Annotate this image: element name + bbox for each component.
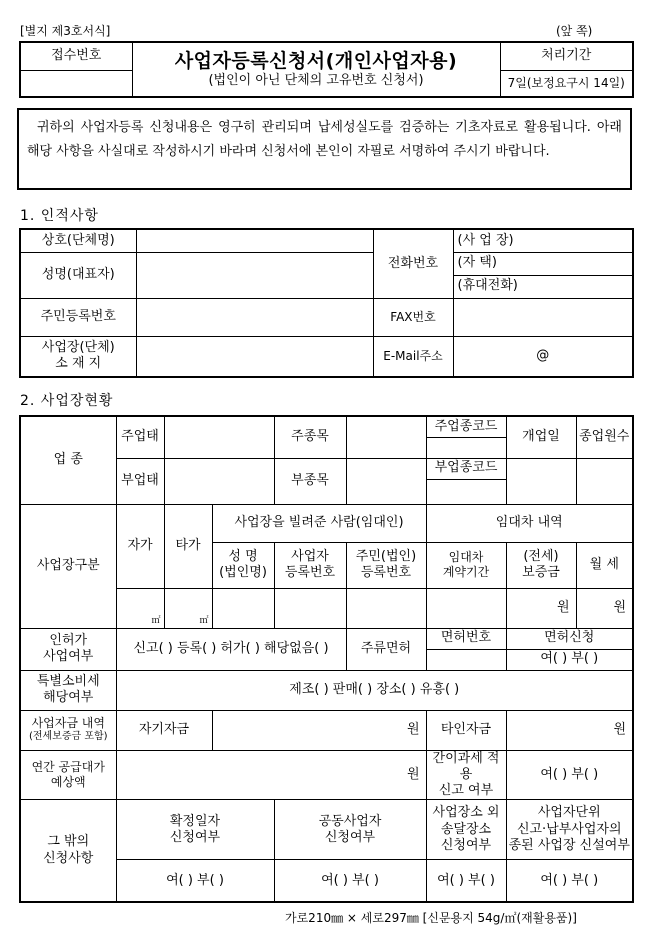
rented-area-field[interactable]: ㎡ — [164, 588, 212, 628]
other-funds-label: 타인자금 — [426, 710, 506, 750]
main-item-field[interactable] — [346, 416, 426, 458]
unit-business-line1: 사업자단위 — [537, 805, 601, 821]
excise-label — [20, 670, 116, 710]
lessor-resident-line2: 등록번호 — [360, 565, 412, 580]
excise-label-line2: 해당여부 — [43, 690, 94, 705]
deposit-field[interactable]: 원 — [506, 588, 576, 628]
processing-period-label: 처리기간 — [500, 42, 633, 70]
fixed-date-label — [116, 800, 274, 860]
mailing-place-label — [426, 800, 506, 860]
representative-label: 성명(대표자) — [20, 252, 136, 298]
lessor-name-line1: 성 명 — [228, 548, 258, 564]
lessor-resident-line1: 주민(법인) — [355, 548, 417, 564]
form-title: 사업자등록신청서(개인사업자용) — [174, 49, 458, 72]
unit-business-label — [506, 800, 633, 860]
personal-info-table — [19, 228, 634, 378]
license-apply-label: 면허신청 — [506, 628, 633, 649]
license-number-label: 면허번호 — [426, 628, 506, 649]
other-requests-line2: 신청사항 — [43, 850, 94, 866]
notice-box: 귀하의 사업자등록 신청내용은 영구히 관리되며 납세성실도를 검증하는 기초자료로 활용됩니다. 아래 해당 사항을 사실대로 작성하시기 바라며 신청서에 본인이 자필로 서명하여 주시기 바랍니다. — [17, 108, 632, 190]
processing-period-value: 7일(보정요구시 14일) — [500, 70, 633, 97]
owned-label: 자가 — [116, 504, 164, 588]
open-date-field[interactable] — [506, 458, 576, 504]
funds-label-line1: 사업자금 내역 — [31, 716, 105, 731]
license-options[interactable]: 신고( ) 등록( ) 허가( ) 해당없음( ) — [116, 628, 346, 670]
receipt-number-field[interactable] — [20, 70, 132, 97]
email-field[interactable]: @ — [453, 336, 633, 377]
license-label — [20, 628, 116, 670]
joint-business-line1: 공동사업자 — [318, 813, 382, 829]
other-requests-label — [20, 800, 116, 902]
lease-period-line1: 임대차 — [448, 550, 484, 564]
main-code-field[interactable] — [426, 437, 506, 458]
business-status-table — [19, 415, 634, 903]
excise-label-line1: 특별소비세 — [36, 673, 100, 689]
joint-business-line2: 신청여부 — [324, 829, 376, 845]
business-type-label: 업 종 — [20, 416, 116, 504]
form-number: [별지 제3호서식] — [20, 24, 111, 38]
business-location-label — [20, 336, 136, 377]
fixed-date-line1: 확정일자 — [169, 813, 221, 829]
funds-label-line2: (전세보증금 포함) — [28, 731, 108, 743]
employees-field[interactable] — [576, 458, 633, 504]
mailing-place-line2: 송달장소 — [440, 821, 492, 837]
funds-label — [20, 710, 116, 750]
lease-label: 임대차 내역 — [426, 504, 633, 542]
deposit-label — [506, 542, 576, 588]
deposit-line2: 보증금 — [522, 565, 560, 580]
excise-options[interactable]: 제조( ) 판매( ) 장소( ) 유흥( ) — [116, 670, 633, 710]
business-location-label-line1: 사업장(단체) — [41, 340, 115, 355]
joint-business-options[interactable]: 여( ) 부( ) — [274, 860, 426, 902]
phone-mobile-label[interactable]: (휴대전화) — [453, 275, 633, 298]
phone-business-label[interactable]: (사 업 장) — [453, 229, 633, 252]
phone-label: 전화번호 — [373, 229, 453, 298]
lessor-name-field[interactable] — [212, 588, 274, 628]
lessor-biz-no-line2: 등록번호 — [284, 565, 336, 580]
deposit-line1: (전세) — [523, 548, 559, 564]
lessor-resident-label — [346, 542, 426, 588]
sub-category-label: 부업태 — [116, 458, 164, 504]
section1-heading: 1. 인적사항 — [20, 208, 99, 224]
monthly-rent-field[interactable]: 원 — [576, 588, 633, 628]
fax-label: FAX번호 — [373, 298, 453, 336]
lessor-biz-no-field[interactable] — [274, 588, 346, 628]
employees-label: 종업원수 — [576, 416, 633, 458]
lessor-label: 사업장을 빌려준 사람(임대인) — [212, 504, 426, 542]
fixed-date-options[interactable]: 여( ) 부( ) — [116, 860, 274, 902]
form-title-cell — [132, 42, 500, 97]
owned-area-field[interactable]: ㎡ — [116, 588, 164, 628]
mailing-place-options[interactable]: 여( ) 부( ) — [426, 860, 506, 902]
sub-code-field[interactable] — [426, 479, 506, 504]
lease-period-label — [426, 542, 506, 588]
header-table — [19, 41, 634, 98]
unit-business-line3: 종된 사업장 신설여부 — [508, 837, 630, 853]
supply-label-line2: 예상액 — [50, 774, 86, 789]
main-code-label: 주업종코드 — [426, 416, 506, 437]
own-funds-label: 자기자금 — [116, 710, 212, 750]
main-item-label: 주종목 — [274, 416, 346, 458]
lessor-resident-field[interactable] — [346, 588, 426, 628]
other-requests-line1: 그 밖의 — [47, 834, 90, 850]
monthly-rent-label: 월 세 — [576, 542, 633, 588]
lease-period-field[interactable] — [426, 588, 506, 628]
lessor-name-label — [212, 542, 274, 588]
place-type-label: 사업장구분 — [20, 504, 116, 628]
form-subtitle: (법인이 아닌 단체의 고유번호 신청서) — [208, 73, 424, 89]
liquor-license-label: 주류면허 — [346, 628, 426, 670]
receipt-number-label: 접수번호 — [20, 42, 132, 70]
lessor-biz-no-line1: 사업자 — [291, 548, 329, 564]
other-funds-field[interactable]: 원 — [506, 710, 633, 750]
rented-label: 타가 — [164, 504, 212, 588]
license-label-line2: 사업여부 — [43, 649, 94, 664]
email-label: E-Mail주소 — [373, 336, 453, 377]
sub-item-label: 부종목 — [274, 458, 346, 504]
phone-home-label[interactable]: (자 택) — [453, 252, 633, 275]
supply-label-line1: 연간 공급대가 — [31, 759, 105, 774]
trade-name-label: 상호(단체명) — [20, 229, 136, 252]
lessor-biz-no-label — [274, 542, 346, 588]
representative-field[interactable] — [136, 252, 373, 298]
license-apply-options[interactable]: 여( ) 부( ) — [506, 649, 633, 670]
fax-field[interactable] — [453, 298, 633, 336]
lessor-name-line2: (법인명) — [219, 565, 267, 580]
sub-item-field[interactable] — [346, 458, 426, 504]
main-category-field[interactable] — [164, 416, 274, 458]
mailing-place-line3: 신청여부 — [440, 837, 492, 853]
trade-name-field[interactable] — [136, 229, 373, 252]
page-side-label: (앞 쪽) — [556, 24, 593, 38]
license-number-field[interactable] — [426, 649, 506, 670]
license-label-line1: 인허가 — [49, 632, 88, 648]
unit-business-options[interactable]: 여( ) 부( ) — [506, 860, 633, 902]
main-category-label: 주업태 — [116, 416, 164, 458]
joint-business-label — [274, 800, 426, 860]
supply-field[interactable]: 원 — [116, 750, 426, 800]
unit-business-line2: 신고·납부사업자의 — [516, 821, 622, 837]
mailing-place-line1: 사업장소 외 — [432, 805, 500, 821]
simplified-options[interactable]: 여( ) 부( ) — [506, 750, 633, 800]
paper-spec-footer: 가로210㎜ × 세로297㎜ [신문용지 54g/㎡(재활용품)] — [285, 911, 577, 925]
resident-number-label: 주민등록번호 — [20, 298, 136, 336]
section2-heading: 2. 사업장현황 — [20, 393, 114, 409]
simplified-label — [426, 750, 506, 800]
supply-label — [20, 750, 116, 800]
own-funds-field[interactable]: 원 — [212, 710, 426, 750]
sub-category-field[interactable] — [164, 458, 274, 504]
simplified-label-line2: 신고 여부 — [438, 783, 494, 798]
open-date-label: 개업일 — [506, 416, 576, 458]
simplified-label-line1: 간이과세 적용 — [432, 750, 500, 782]
fixed-date-line2: 신청여부 — [169, 829, 221, 845]
resident-number-field[interactable] — [136, 298, 373, 336]
lease-period-line2: 계약기간 — [442, 565, 490, 579]
business-location-label-line2: 소 재 지 — [55, 356, 102, 372]
business-location-field[interactable] — [136, 336, 373, 377]
sub-code-label: 부업종코드 — [426, 458, 506, 479]
